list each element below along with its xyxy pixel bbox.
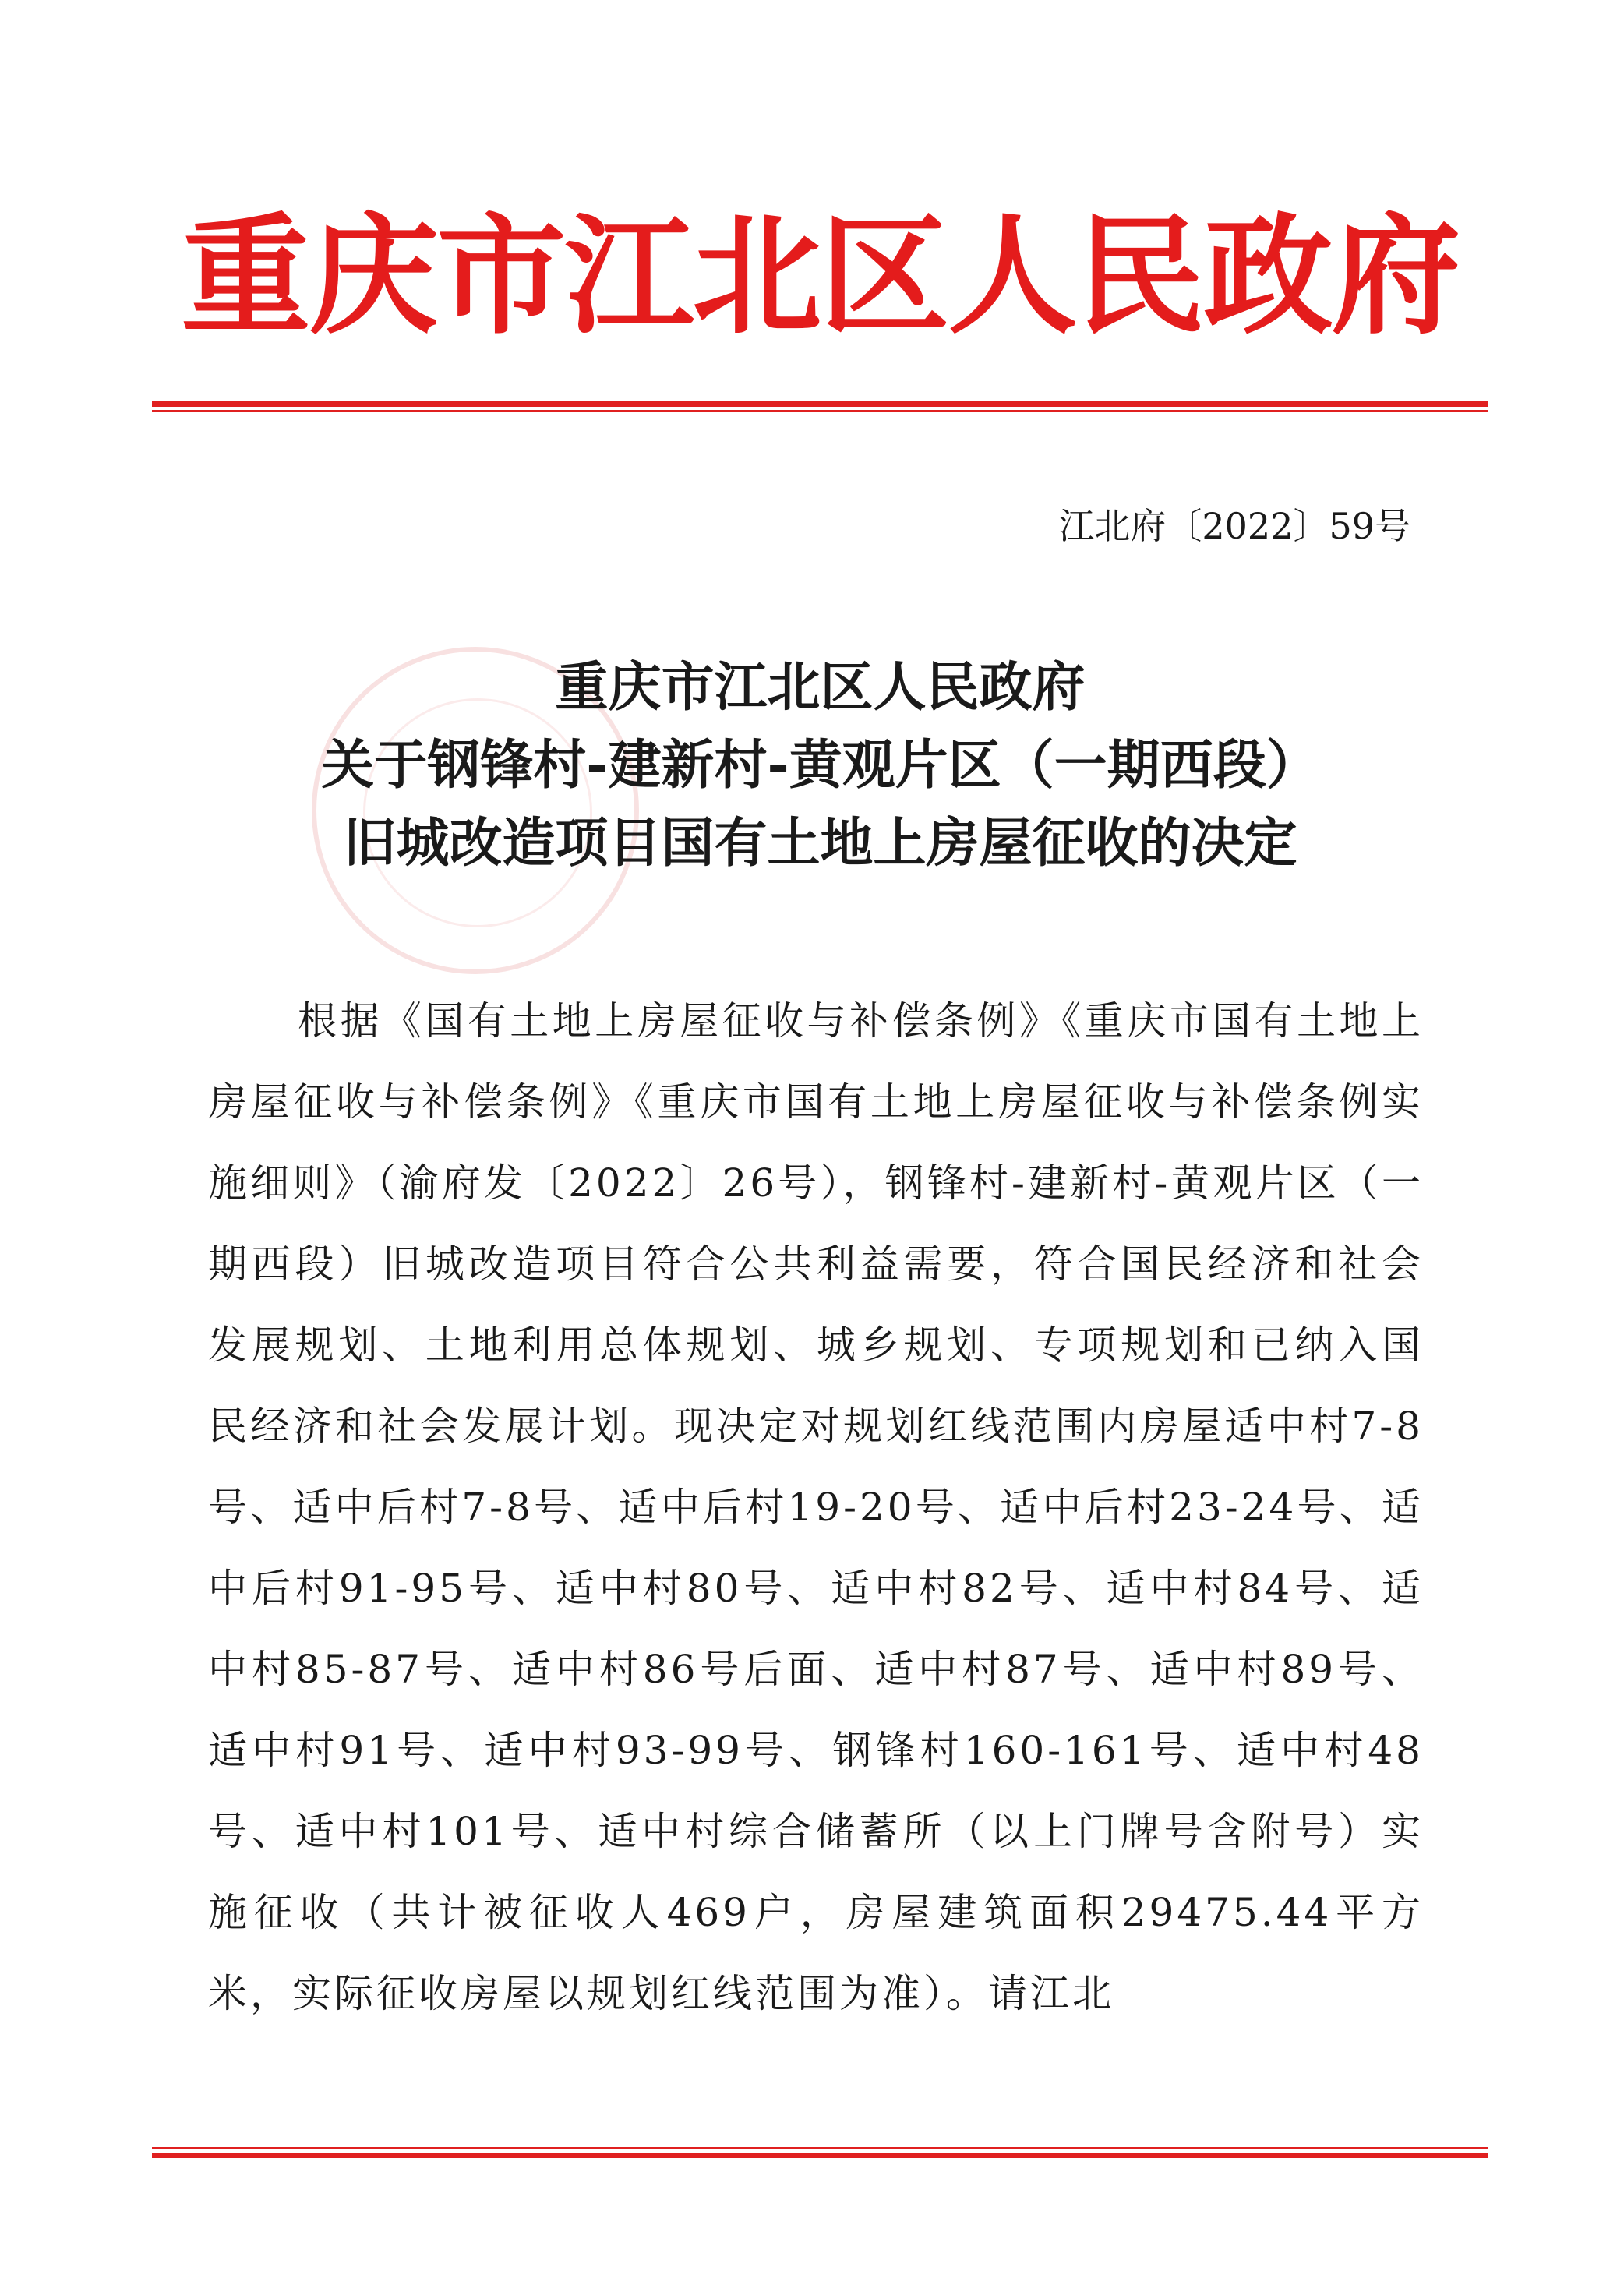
title-line-3: 旧城改造项目国有土地上房屋征收的决定 — [343, 812, 1297, 874]
title-line-2: 关于钢锋村-建新村-黄观片区（一期西段） — [321, 734, 1319, 796]
divider-thick-line — [152, 401, 1488, 407]
footer-thin-line — [152, 2147, 1488, 2149]
title-line-1: 重庆市江北区人民政府 — [555, 656, 1086, 719]
body-paragraph: 根据《国有土地上房屋征收与补偿条例》《重庆市国有土地上房屋征收与补偿条例》《重庆市国有土地上房屋征收与补偿条例实施细则》（渝府发〔2022〕26号），钢锋村-建新村-黄观片区（一期西段）旧城改造项目符合公共利益需要，符合国民经济和社会发展规划、土地利用总体规划、城乡规划、专项规划和已纳入国民经济和社会发展计划。现决定对规划红线范围内房屋适中村7-8号、适中后村7-8号、适中后村19-20号、适中后村23-24号、适中后村91-95号、适中村80号、适中村82号、适中村84号、适中村85-87号、适中村86号后面、适中村87号、适中村89号、适中村91号、适中村93-99号、钢锋村160-161号、适中村48号、适中村101号、适中村综合储蓄所（以上门牌号含附号）实施征收（共计被征收人469户，房屋建筑面积29475.44平方米，实际征收房屋以规划红线范围为准）。请江北 — [208, 998, 1424, 2016]
footer-divider — [152, 2147, 1488, 2160]
footer-thick-line — [152, 2153, 1488, 2158]
document-number: 江北府〔2022〕59号 — [1058, 505, 1410, 547]
document-title — [152, 648, 1488, 882]
masthead-title: 重庆市江北区人民政府 — [181, 200, 1460, 352]
masthead-divider — [152, 401, 1488, 414]
divider-thin-line — [152, 410, 1488, 412]
